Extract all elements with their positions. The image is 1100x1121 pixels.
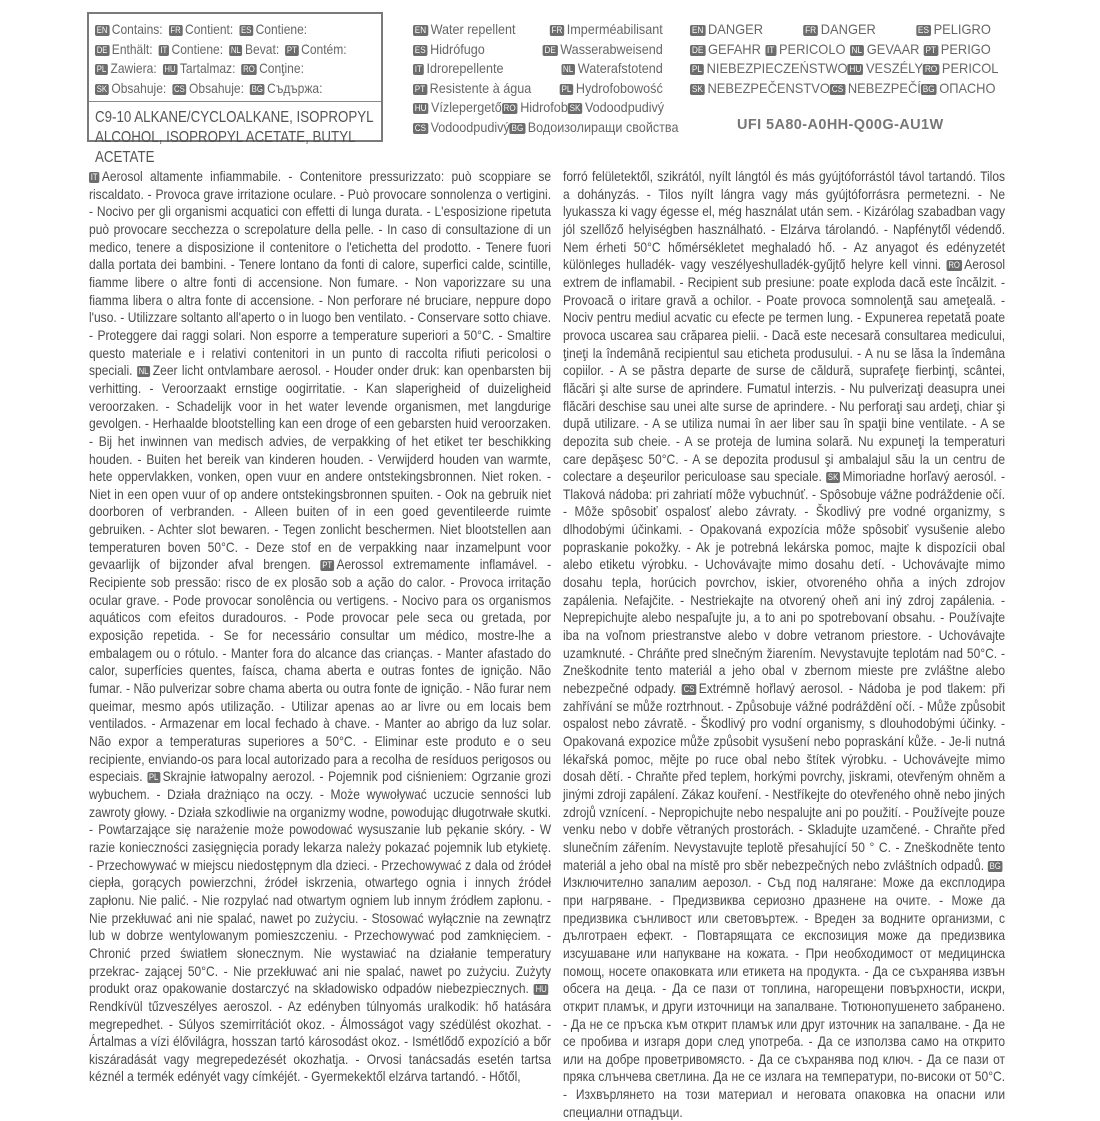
contains-entry — [172, 79, 244, 99]
danger-row — [690, 20, 991, 40]
language-badge-de: DE — [544, 44, 556, 55]
hazard-statement-text: forró felületektől, szikrától, nyílt lángtól és más gyújtóforrástól távol tartandó. Tilos a dohányzás. - Tilos nyílt lángra vagy más gyújtóforrásra permetezni. - Ne lyukassza ki vagy égesse el, még használat után sem. - Kizárólag szabadban vagy jól szellőző helyiségben használható. - Elzárva tárolandó. - Napfénytől védendő. Nem érheti 50°C hőmérsékletet meghaladó hő. - Az anyagot és edényzetét különleges hulladék- vagy veszélyeshulladék-gyűjtő helyre kell vinni. — [563, 168, 1006, 273]
danger-entry — [690, 59, 848, 79]
language-badge-nl: NL — [230, 44, 241, 55]
language-badge-cs: CS — [831, 83, 844, 94]
language-label: NEBEZPEČENSTVO — [707, 79, 830, 96]
water-repellent-row — [413, 98, 663, 118]
language-badge-es: ES — [414, 44, 426, 55]
language-badge-bg: BG — [989, 860, 1001, 871]
danger-entry — [690, 79, 830, 99]
language-label: Water repellent — [430, 21, 516, 37]
language-label: GEFAHR — [707, 40, 761, 57]
language-badge-nl: NL — [562, 64, 574, 74]
language-label: Contains: — [111, 21, 163, 37]
contains-entry — [95, 20, 163, 40]
contains-box — [87, 12, 383, 166]
language-label: Imperméabilisant — [566, 21, 663, 37]
hazard-statement-text: Aerossol extremamente inflamável. - Recipiente sob pressão: risco de ex plosão sob a ação do calor. - Provoca irritação ocular grave. - Pode provocar sonolência ou vertigens. - Nocivo para os organismos aquáticos com efeitos duradouros. - Pode provocar pele seca ou gretada, por exposição repetida. - Se for necessário consultar um médico, mostre-lhe a embalagem ou o rótulo. - Manter fora do alcance das crianças. - Manter afastado do calor, superfícies quentes, faísca, chama aberta e outras fontes de ignição. Não fumar. - Não pulverizar sobre chama aberta ou outra fonte de ignição. - Não furar nem queimar, mesmo após utilização. - Utilizar apenas ao ar livre ou em locais bem ventilados. - Armazenar em local fechado à chave. - Manter ao abrigo da luz solar. Não expor a temperaturas superiores a 50°C. - Eliminar este produto e o seu recipiente, enviando-os para local autorizado para a recolha de resíduos perigosos ou especiais. — [89, 556, 552, 785]
language-badge-ro: RO — [503, 103, 516, 113]
contains-entry — [250, 79, 323, 99]
water-repellent-entry — [510, 118, 679, 138]
language-badge-pl: PL — [561, 83, 572, 94]
language-badge-it: IT — [90, 172, 98, 182]
language-badge-it: IT — [414, 64, 422, 74]
language-badge-pl: PL — [691, 64, 702, 74]
danger-entry — [803, 20, 876, 40]
language-label: Idrorepellente — [426, 60, 504, 76]
language-label: Obsahuje: — [189, 79, 244, 96]
language-badge-fr: FR — [551, 25, 563, 35]
language-label: Wasserabweisend — [560, 40, 663, 57]
contains-entry — [239, 20, 307, 40]
hazard-statement-text: Aerosol extrem de inflamabil. - Recipient sub presiune: poate exploda dacă este încălzit. - Provoacă o iritare gravă a ochilor. - Poate provoca somnolenţă sau ameţeală. - Nociv pentru mediul acvatic cu efecte pe termen lung. - Expunerea repetată poate provoca uscarea sau crăparea pielii. - Dacă este necesară consultarea medicului, ţineţi la îndemână recipientul sau eticheta produsului. - A nu se lăsa la îndemâna copiilor. - A se păstra departe de surse de căldură, suprafeţe fierbinţi, scântei, flăcări şi alte surse de aprindere. Fumatul interzis. - Nu pulverizaţi deasupra unei flăcări deschise sau unei alte surse de aprindere. - Nu perforaţi sau ardeţi, chiar şi după utilizare. - A se utiliza numai în aer liber sau în spaţii bine ventilate. - A se depozita sub cheie. - A se proteja de lumina solară. Nu expuneţi la temperaturi care depăşesc 50°C. - A se depozita produsul şi ambalajul său la un centru de colectare a deşeurilor periculoase sau speciale. — [563, 256, 1006, 485]
language-badge-cs: CS — [683, 684, 695, 695]
language-label: DANGER — [707, 21, 764, 37]
water-repellent-entry — [543, 40, 663, 60]
hazard-statement-text: Extrémně hořlavý aerosol. - Nádoba je pod tlakem: při zahřívání se může roztrhnout. - Způsobuje vážné podráždění očí. - Může způsobit ospalost nebo závratě. - Škodlivý pro vodní organismy, s dlouhodobými účinky. - Opakovaná expozice může způsobit vysušení nebo popraskání kůže. - Je-li nutná lékařská pomoc, mějte po ruce obal nebo štítek výrobku. - Uchovávejte mimo dosah dětí. - Chraňte před teplem, horkými povrchy, jiskrami, otevřeným ohněm a jinými zdroji zapálení. Zákaz kouření. - Nestříkejte do otevřeného ohně nebo jiných zdrojů vznícení. - Nepropichujte nebo nespalujte ani po použití. - Používejte pouze venku nebo v dobře větraných prostorách. - Skladujte uzamčené. - Chraňte před slunečním zářením. Nevystavujte teplotě přesahující 50 ° C. - Zneškodněte tento materiál a jeho obal na místě pro sběr nebezpečných nebo zvláštních odpadů. — [563, 680, 1006, 873]
hazard-text-left — [89, 168, 551, 1086]
language-badge-cs: CS — [414, 122, 427, 133]
water-repellent-row — [413, 118, 679, 138]
language-label: ОПАСНО — [939, 79, 996, 96]
contains-entry — [95, 59, 157, 79]
language-label: Vízlepergető — [431, 99, 502, 115]
language-badge-sk: SK — [569, 103, 581, 113]
language-label: PERIGO — [940, 40, 991, 57]
language-badge-pt: PT — [286, 44, 297, 55]
language-badge-pt: PT — [322, 560, 333, 571]
language-badge-en: EN — [96, 25, 108, 35]
contains-entry — [229, 40, 279, 60]
language-badge-ro: RO — [948, 260, 960, 271]
language-label: GEVAAR — [866, 40, 920, 57]
water-repellent-row — [413, 79, 663, 99]
language-badge-sk: SK — [691, 83, 703, 94]
hazard-statement-text: Aerosol altamente infiammabile. - Contenitore pressurizzato: può scoppiare se riscaldato. - Provoca grave irritazione oculare. - Può provocare sonnolenza o vertigini. - Nocivo per gli organismi acquatici con effetti di lunga durata. - L'esposizione ripetuta può provocare secchezza o screpolature della pelle. - In caso di consultazione di un medico, tenere a disposizione il contenitore o l'etichetta del prodotto. - Tenere fuori dalla portata dei bambini. - Tenere lontano da fonti di calore, superfici calde, scintille, fiamme libere o altre fonti di accensione. Non fumare. - Non vaporizzare su una fiamma libera o altra fonte di accensione. - Non perforare né bruciare, neppure dopo l'uso. - Utilizzare soltanto all'aperto o in luogo ben ventilato. - Conservare sotto chiave. - Proteggere dai raggi solari. Non esporre a temperature superiori a 50°C. - Smaltire questo materiale e i relativi contenitori in un punto di raccolta rifiuti pericolosi o speciali. — [89, 168, 552, 379]
language-label: Tartalmaz: — [179, 60, 236, 76]
contains-entry — [95, 79, 166, 99]
water-repellent-row — [413, 40, 663, 60]
contains-entry — [285, 40, 346, 60]
language-badge-pl: PL — [148, 772, 159, 783]
danger-entry — [916, 20, 991, 40]
language-badge-it: IT — [766, 44, 775, 55]
contains-entry — [241, 59, 303, 79]
danger-row — [690, 59, 999, 79]
danger-entry — [924, 40, 991, 60]
danger-entry — [921, 79, 996, 99]
danger-entry — [765, 40, 845, 60]
language-badge-pt: PT — [925, 44, 937, 55]
language-badge-ro: RO — [243, 64, 255, 74]
water-repellent-entry — [550, 20, 663, 40]
language-label: Zawiera: — [110, 60, 157, 76]
language-label: NEBEZPEČÍ — [847, 79, 921, 96]
water-repellent-entry — [413, 98, 502, 118]
language-label: Obsahuje: — [111, 79, 167, 96]
language-badge-hu: HU — [414, 103, 427, 113]
language-badge-de: DE — [691, 44, 704, 55]
language-label: Vodoodpudivý — [584, 99, 665, 115]
language-label: Resistente à água — [429, 79, 532, 96]
language-badge-fr: FR — [805, 25, 817, 35]
language-label: NIEBEZPIECZEŃSTWO — [706, 60, 848, 76]
language-badge-it: IT — [160, 44, 168, 55]
hazard-statement-text: Skrajnie łatwopalny aerozol. - Pojemnik pod ciśnieniem: Ogrzanie grozi wybuchem. - Działa drażniąco na oczy. - Może wywoływać uczucie senności lub zawroty głowy. - Działa szkodliwie na organizmy wodne, powodując długotrwałe skutki. - Powtarzające się narażenie może powodować wysuszanie lub pękanie skóry. - W razie konieczności zasięgnięcia porady lekarza należy pokazać pojemnik lub etykietę. - Przechowywać w miejscu niedostępnym dla dzieci. - Przechowywać z dala od źródeł ciepła, gorących powierzchni, źródeł iskrzenia, otwartego ognia i innych źródeł zapłonu. Nie palić. - Nie rozpylać nad otwartym ogniem lub innym źródłem zapłonu. - Nie przekłuwać ani nie spalać, nawet po zużyciu. - Stosować wyłącznie na zewnątrz lub w dobrze wentylowanym pomieszczeniu. - Przechowywać pod zamknięciem. - Chronić przed światłem słonecznym. Nie wystawiać na działanie temperatury przekrac- zającej 50°C. - Nie przekłuwać ani nie spalać, nawet po zużyciu. Zużyty produkt oraz opakowanie dostarczyć na składowisko odpadów niebezpiecznych. — [89, 768, 552, 997]
language-label: Conţine: — [259, 60, 304, 76]
danger-row — [690, 79, 996, 99]
box-divider — [89, 101, 381, 102]
hazard-text-right — [563, 168, 1005, 1121]
language-badge-es: ES — [240, 25, 252, 35]
language-label: Bevat: — [245, 40, 280, 57]
language-badge-bg: BG — [251, 83, 263, 94]
hazard-statement-text: Rendkívül tűzveszélyes aeroszol. - Az edényben túlnyomás uralkodik: hő hatására megrepedhet. - Súlyos szemirritációt okoz. - Álmosságot vagy szédülést okozhat. - Ártalmas a vízi élővilágra, hosszan tartó károsodást okoz. - Ismétlődő expozíció a bőr kiszáradását vagy megrepedezését okozhatja. - Orvosi tanácsadás esetén tartsa kéznél a termék edényét vagy címkéjét. - Gyermekektől elzárva tartandó. - Hőtől, — [89, 997, 552, 1085]
danger-row — [690, 40, 991, 60]
language-label: Hydrofobowość — [575, 79, 663, 96]
language-badge-de: DE — [96, 44, 108, 55]
ufi-code: UFI 5A80-A0HH-Q00G-AU1W — [737, 117, 944, 133]
language-label: Waterafstotend — [577, 60, 663, 76]
danger-entry — [690, 40, 761, 60]
water-repellent-entry — [502, 98, 568, 118]
contains-entry — [159, 40, 223, 60]
danger-block — [690, 20, 999, 98]
language-badge-bg: BG — [511, 122, 524, 133]
language-badge-nl: NL — [851, 44, 863, 55]
language-badge-fr: FR — [170, 25, 181, 35]
contains-entry — [169, 20, 234, 40]
language-label: Vodoodpudivý — [430, 118, 510, 135]
language-label: Contém: — [301, 40, 347, 57]
language-badge-ro: RO — [924, 64, 938, 74]
contains-entry — [163, 59, 236, 79]
water-repellent-row — [413, 20, 663, 40]
contains-labels — [95, 20, 374, 98]
language-label: Съдържа: — [267, 79, 323, 96]
contains-entry — [95, 40, 153, 60]
water-repellent-entry — [560, 79, 663, 99]
hazard-statement-text: Mimoriadne horľavý aerosól. - Tlaková nádoba: pri zahriatí môže vybuchnúť. - Spôsobuje vážne podráždenie očí. - Môže spôsobiť ospalosť alebo závraty. - Škodlivý pre vodné organizmy, s dlhodobými účinkami. - Opakovaná expozícia môže spôsobiť vysušenie alebo popraskanie pokožky. - Ak je potrebná lekárska pomoc, majte k dispozícii obal alebo etiketu výrobku. - Uchovávajte mimo dosahu detí. - Uchovávajte mimo dosahu tepla, horúcich povrchov, iskier, otvoreného ohňa a iných zdrojov zapálenia. Nefajčite. - Nestriekajte na otvorený oheň ani iný zdroj zapálenia. - Neprepichujte alebo nespaľujte ju, a to ani po spotrebovaní obsahu. - Používajte iba na voľnom priestranstve alebo v dobre vetranom priestore. - Uchovávajte uzamknuté. - Chráňte pred slnečným žiarením. Nevystavujte teplotám nad 50°C. - Zneškodnite tento materiál a jeho obal v zbernom mieste pre zvláštne alebo nebezpečné odpady. — [563, 468, 1006, 697]
water-repellent-entry — [413, 118, 510, 138]
language-badge-hu: HU — [535, 984, 547, 995]
language-badge-es: ES — [917, 25, 929, 35]
language-label: Водоизолиращи свойства — [527, 118, 679, 135]
danger-entry — [923, 59, 998, 79]
language-label: VESZÉLY — [865, 60, 923, 76]
language-badge-pt: PT — [414, 83, 426, 94]
water-repellent-entry — [568, 98, 664, 118]
language-badge-nl: NL — [138, 366, 149, 377]
language-badge-cs: CS — [173, 83, 185, 94]
hazard-statement-text: Zeer licht ontvlambare aerosol. - Houder onder druk: kan openbarsten bij verhitting. - Veroorzaakt ernstige oogirritatie. - Kan slaperigheid of duizeligheid veroorzaken. - Schadelijk voor in het water levende organismen, met langdurige gevolgen. - Herhaalde blootstelling kan een droge of een gebarsten huid veroorzaken. - Bij het inwinnen van medisch advies, de verpakking of het etiket ter beschikking houden. - Buiten het bereik van kinderen houden. - Verwijderd houden van warmte, hete oppervlakken, vonken, open vuur en andere ontstekingsbronnen. Niet roken. - Niet in een open vuur of op andere ontstekingsbronnen spuiten. - Ook na gebruik niet doorboren of verbranden. - Alleen buiten of in een goed geventileerde ruimte gebruiken. - Achter slot bewaren. - Tegen zonlicht beschermen. Niet blootstellen aan temperaturen boven 50°C. - Deze stof en de verpakking naar inzamelpunt voor gevaarlijk of bijzonder afval brengen. — [89, 362, 552, 573]
language-badge-sk: SK — [827, 472, 839, 483]
language-badge-pl: PL — [96, 64, 107, 74]
language-label: Hidrófugo — [430, 40, 485, 57]
water-repellent-block — [413, 20, 679, 137]
danger-entry — [850, 40, 920, 60]
hazard-statement-text: Изключително запалим аерозол. - Съд под налягане: Може да експлодира при нагряване. - Предизвиква сериозно дразнене на очите. - Може да предизвика сънливост или световъртеж. - Вреден за водните организми, с дълготраен ефект. - Повтарящата се експозиция може да предизвика изсушаване или напукване на кожата. - При необходимост от медицинска помощ, носете опаковката или етикета на продукта. - Да се съхранява извън обсега на деца. - Да се пази от топлина, нагорещени повърхности, искри, открит пламък, и други източници на запалване. Тютюнопушенето забранено. - Да не се пръска към открит пламък или друг източник на запалване. - Да не се пробива и изгаря дори след употреба. - Да се използва само на открито или на добре проветривомясто. - Да се съхранява под ключ. - Да се пази от пряка слънчева светлина. Да не се излага на температури, по-високи от 50°C. - Изхвърлянето на този материал и неговата опаковка на опасни или специални отпадъци. — [563, 874, 1006, 1120]
language-badge-hu: HU — [849, 64, 862, 74]
water-repellent-entry — [413, 79, 531, 99]
language-badge-en: EN — [691, 25, 704, 35]
danger-entry — [830, 79, 921, 99]
danger-entry — [848, 59, 923, 79]
language-label: Hidrofob — [520, 99, 568, 115]
water-repellent-entry — [413, 40, 485, 60]
water-repellent-row — [413, 59, 663, 79]
language-label: DANGER — [820, 21, 876, 37]
water-repellent-entry — [413, 59, 504, 79]
language-label: Enthält: — [111, 40, 153, 57]
language-label: PELIGRO — [933, 21, 991, 37]
language-badge-sk: SK — [96, 83, 108, 94]
ingredients-text: C9-10 ALKANE/CYCLOALKANE, ISOPROPYL ALCOHOL, ISOPROPYL ACETATE, BUTYL ACETATE — [95, 109, 374, 166]
water-repellent-entry — [413, 20, 516, 40]
water-repellent-entry — [561, 59, 663, 79]
danger-entry — [690, 20, 763, 40]
language-label: PERICOLO — [778, 40, 846, 57]
language-badge-bg: BG — [922, 83, 935, 94]
language-label: PERICOL — [941, 60, 999, 76]
language-badge-hu: HU — [164, 64, 176, 74]
language-label: Contiene: — [171, 40, 224, 57]
language-badge-en: EN — [414, 25, 427, 35]
language-label: Contiene: — [255, 21, 308, 37]
language-label: Contient: — [185, 21, 234, 37]
